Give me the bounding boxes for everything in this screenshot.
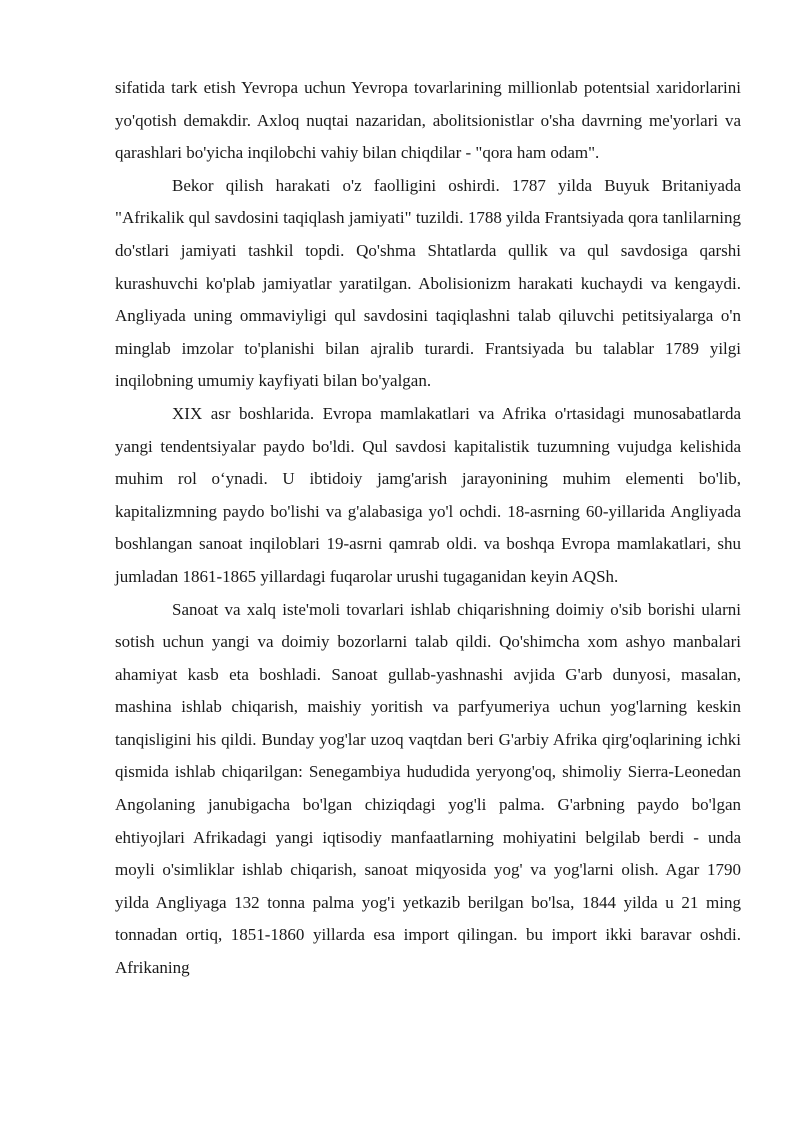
paragraph-3: XIX asr boshlarida. Evropa mamlakatlari va Afrika o'rtasidagi munosabatlarda yangi tendentsiyalar paydo bo'ldi. Qul savdosi kapitalistik tuzumning vujudga kelishida muhim rol o‘ynadi. U ibtidoiy jamg'arish jarayonining muhim elementi bo'lib, kapitalizmning paydo bo'lishi va g'alabasiga yo'l ochdi. 18-asrning 60-yillarida Angliyada boshlangan sanoat inqiloblari 19-asrni qamrab oldi. va boshqa Evropa mamlakatlari, shu jumladan 1861-1865 yillardagi fuqarolar urushi tugaganidan keyin AQSh. <box>115 403 741 586</box>
paragraph-1: sifatida tark etish Yevropa uchun Yevropa tovarlarining millionlab potentsial xaridorlarini yo'qotish demakdir. Axloq nuqtai nazaridan, abolitsionistlar o'sha davrning me'yorlari va qarashlari bo'yicha inqilobchi vahiy bilan chiqdilar - "qora ham odam". <box>115 78 741 163</box>
paragraph-4: Sanoat va xalq iste'moli tovarlari ishlab chiqarishning doimiy o'sib borishi ularni sotish uchun yangi va doimiy bozorlarni talab qildi. Qo'shimcha xom ashyo manbalari ahamiyat kasb eta boshladi. Sanoat gullab-yashnashi avjida G'arb dunyosi, masalan, mashina ishlab chiqarish, maishiy yoritish va parfyumeriya uchun yog'larning keskin tanqisligini his qildi. Bunday yog'lar uzoq vaqtdan beri G'arbiy Afrika qirg'oqlarining ichki qismida ishlab chiqarilgan: Senegambiya hududida yeryong'oq, shimoliy Sierra-Leonedan Angolaning janubigacha bo'lgan chiziqdagi yog'li palma. G'arbning paydo bo'lgan ehtiyojlari Afrikadagi yangi iqtisodiy manfaatlarning mohiyatini belgilab berdi - unda moyli o'simliklar ishlab chiqarish, sanoat miqyosida yog' va yog'larni olish. Agar 1790 yilda Angliyaga 132 tonna palma yog'i yetkazib berilgan bo'lsa, 1844 yilda u 21 ming tonnadan ortiq, 1851-1860 yillarda esa import qilingan. bu import ikki baravar oshdi. Afrikaning <box>115 599 741 978</box>
paragraph-2: Bekor qilish harakati o'z faolligini oshirdi. 1787 yilda Buyuk Britaniyada "Afrikalik qul savdosini taqiqlash jamiyati" tuzildi. 1788 yilda Frantsiyada qora tanlilarning do'stlari jamiyati tashkil topdi. Qo'shma Shtatlarda qullik va qul savdosiga qarshi kurashuvchi ko'plab jamiyatlar yaratilgan. Abolisionizm harakati kuchaydi va kengaydi. Angliyada uning ommaviyligi qul savdosini taqiqlashni talab qiluvchi petitsiyalarga o'n minglab imzolar to'planishi bilan ajralib turardi. Frantsiyada bu talablar 1789 yilgi inqilobning umumiy kayfiyati bilan bo'yalgan. <box>115 175 741 391</box>
document-page <box>115 72 741 985</box>
